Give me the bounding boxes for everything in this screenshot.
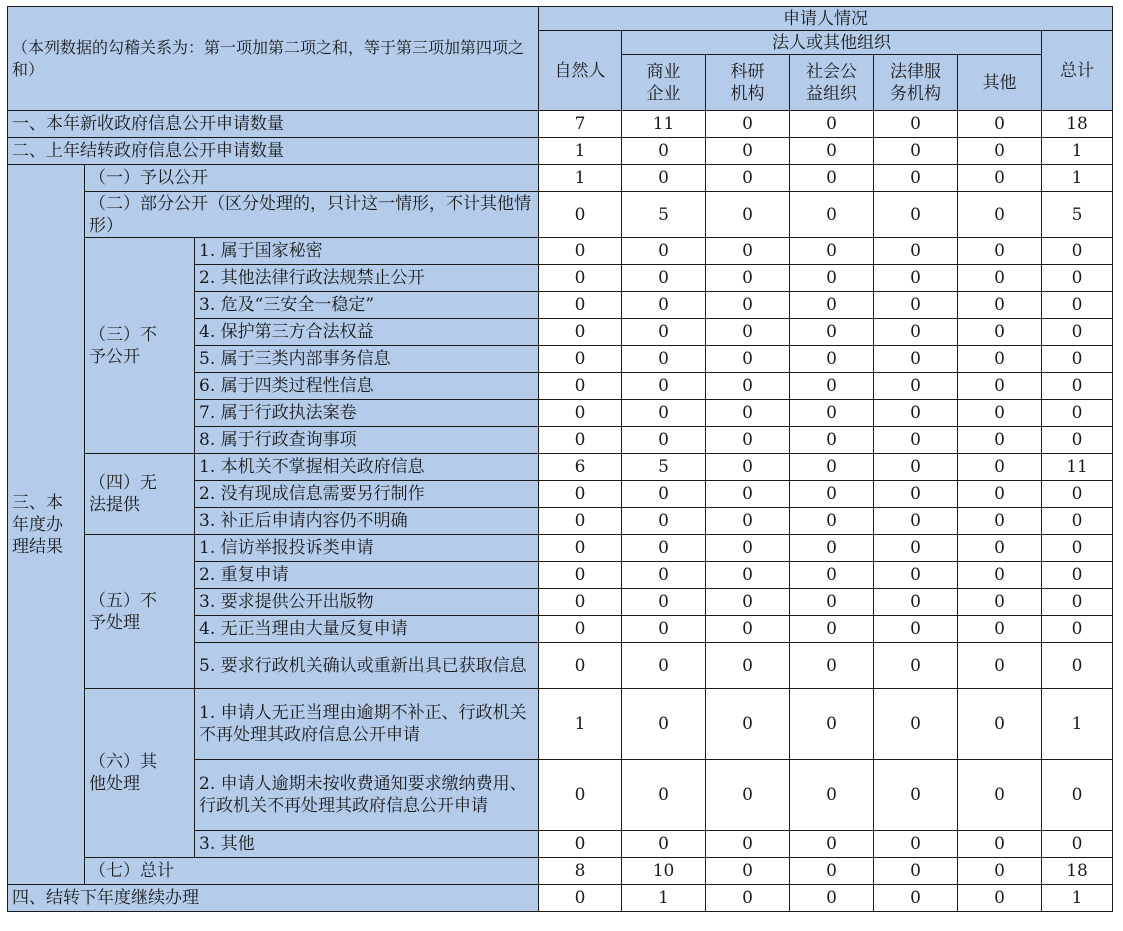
item-label: 3. 要求提供公开出版物: [195, 589, 539, 616]
value-commercial: 0: [622, 616, 706, 643]
col-header-legal-service: 法律服 务机构: [874, 55, 958, 111]
value-natural-person: 1: [539, 138, 622, 165]
value-other: 0: [958, 111, 1042, 138]
value-public-welfare: 0: [790, 319, 874, 346]
value-other: 0: [958, 454, 1042, 481]
section-3-label: 三、本 年度办 理结果: [8, 165, 85, 885]
value-total: 0: [1042, 265, 1113, 292]
value-natural-person: 0: [539, 643, 622, 689]
value-total: 1: [1042, 689, 1113, 760]
value-natural-person: 0: [539, 373, 622, 400]
row-label: （二）部分公开（区分处理的，只计这一情形，不计其他情形）: [85, 192, 539, 238]
value-legal-service: 0: [874, 858, 958, 885]
value-commercial: 0: [622, 689, 706, 760]
value-legal-service: 0: [874, 689, 958, 760]
value-legal-service: 0: [874, 238, 958, 265]
statistics-table: [7, 6, 1113, 912]
col-header-other: 其他: [958, 55, 1042, 111]
value-public-welfare: 0: [790, 885, 874, 912]
value-other: 0: [958, 643, 1042, 689]
value-legal-service: 0: [874, 165, 958, 192]
value-other: 0: [958, 373, 1042, 400]
value-research: 0: [706, 238, 790, 265]
item-label: 7. 属于行政执法案卷: [195, 400, 539, 427]
item-label: 1. 属于国家秘密: [195, 238, 539, 265]
value-natural-person: 0: [539, 292, 622, 319]
value-legal-service: 0: [874, 138, 958, 165]
org-group-header: 法人或其他组织: [622, 31, 1042, 55]
value-natural-person: 0: [539, 885, 622, 912]
value-public-welfare: 0: [790, 760, 874, 831]
value-natural-person: 1: [539, 689, 622, 760]
value-total: 0: [1042, 373, 1113, 400]
value-total: 11: [1042, 454, 1113, 481]
value-commercial: 0: [622, 535, 706, 562]
value-natural-person: 0: [539, 508, 622, 535]
value-other: 0: [958, 427, 1042, 454]
value-natural-person: 0: [539, 831, 622, 858]
item-label: 4. 保护第三方合法权益: [195, 319, 539, 346]
item-label: 1. 本机关不掌握相关政府信息: [195, 454, 539, 481]
value-research: 0: [706, 192, 790, 238]
value-research: 0: [706, 562, 790, 589]
value-natural-person: 0: [539, 400, 622, 427]
value-natural-person: 0: [539, 535, 622, 562]
value-commercial: 0: [622, 508, 706, 535]
value-public-welfare: 0: [790, 346, 874, 373]
value-legal-service: 0: [874, 535, 958, 562]
value-public-welfare: 0: [790, 165, 874, 192]
value-total: 1: [1042, 138, 1113, 165]
row-carried-over: [8, 138, 1113, 165]
value-commercial: 0: [622, 400, 706, 427]
value-commercial: 1: [622, 885, 706, 912]
value-other: 0: [958, 346, 1042, 373]
value-commercial: 0: [622, 643, 706, 689]
value-total: 0: [1042, 427, 1113, 454]
value-natural-person: 0: [539, 265, 622, 292]
value-other: 0: [958, 589, 1042, 616]
value-legal-service: 0: [874, 831, 958, 858]
value-commercial: 0: [622, 238, 706, 265]
value-legal-service: 0: [874, 885, 958, 912]
group-label: （三）不 予公开: [85, 238, 195, 454]
value-other: 0: [958, 238, 1042, 265]
value-legal-service: 0: [874, 373, 958, 400]
value-natural-person: 8: [539, 858, 622, 885]
value-total: 0: [1042, 643, 1113, 689]
value-public-welfare: 0: [790, 508, 874, 535]
value-legal-service: 0: [874, 319, 958, 346]
value-research: 0: [706, 454, 790, 481]
value-total: 18: [1042, 111, 1113, 138]
item-label: 1. 申请人无正当理由逾期不补正、行政机关不再处理其政府信息公开申请: [195, 689, 539, 760]
row-new-applications: [8, 111, 1113, 138]
value-public-welfare: 0: [790, 562, 874, 589]
item-label: 2. 其他法律行政法规禁止公开: [195, 265, 539, 292]
value-other: 0: [958, 165, 1042, 192]
value-other: 0: [958, 760, 1042, 831]
value-legal-service: 0: [874, 400, 958, 427]
value-natural-person: 0: [539, 238, 622, 265]
value-other: 0: [958, 508, 1042, 535]
row-label: 四、结转下年度继续办理: [8, 885, 539, 912]
value-commercial: 0: [622, 589, 706, 616]
value-other: 0: [958, 265, 1042, 292]
value-research: 0: [706, 111, 790, 138]
value-research: 0: [706, 885, 790, 912]
value-commercial: 0: [622, 760, 706, 831]
value-other: 0: [958, 400, 1042, 427]
col-header-natural-person: 自然人: [539, 31, 622, 111]
value-research: 0: [706, 346, 790, 373]
value-commercial: 0: [622, 831, 706, 858]
value-natural-person: 0: [539, 427, 622, 454]
item-label: 5. 要求行政机关确认或重新出具已获取信息: [195, 643, 539, 689]
value-commercial: 0: [622, 138, 706, 165]
value-public-welfare: 0: [790, 858, 874, 885]
col-header-commercial: 商业 企业: [622, 55, 706, 111]
value-legal-service: 0: [874, 616, 958, 643]
value-other: 0: [958, 689, 1042, 760]
value-commercial: 0: [622, 562, 706, 589]
col-header-public-welfare: 社会公 益组织: [790, 55, 874, 111]
value-legal-service: 0: [874, 643, 958, 689]
item-label: 2. 重复申请: [195, 562, 539, 589]
value-public-welfare: 0: [790, 265, 874, 292]
value-public-welfare: 0: [790, 831, 874, 858]
value-research: 0: [706, 427, 790, 454]
value-natural-person: 7: [539, 111, 622, 138]
value-legal-service: 0: [874, 589, 958, 616]
value-other: 0: [958, 292, 1042, 319]
value-natural-person: 0: [539, 192, 622, 238]
row-r3_4-item: [8, 454, 1113, 481]
value-research: 0: [706, 292, 790, 319]
value-research: 0: [706, 616, 790, 643]
item-label: 4. 无正当理由大量反复申请: [195, 616, 539, 643]
item-label: 2. 没有现成信息需要另行制作: [195, 481, 539, 508]
value-total: 0: [1042, 346, 1113, 373]
item-label: 3. 危及“三安全一稳定”: [195, 292, 539, 319]
value-other: 0: [958, 562, 1042, 589]
row-r3_3-item: [8, 238, 1113, 265]
row-r3_6-item: [8, 689, 1113, 760]
value-legal-service: 0: [874, 508, 958, 535]
value-public-welfare: 0: [790, 589, 874, 616]
value-natural-person: 0: [539, 319, 622, 346]
value-public-welfare: 0: [790, 535, 874, 562]
item-label: 2. 申请人逾期未按收费通知要求缴纳费用、行政机关不再处理其政府信息公开申请: [195, 760, 539, 831]
value-other: 0: [958, 535, 1042, 562]
value-public-welfare: 0: [790, 138, 874, 165]
value-public-welfare: 0: [790, 400, 874, 427]
value-total: 0: [1042, 831, 1113, 858]
value-research: 0: [706, 858, 790, 885]
value-legal-service: 0: [874, 292, 958, 319]
group-label: （六）其 他处理: [85, 689, 195, 858]
value-natural-person: 0: [539, 589, 622, 616]
item-label: 3. 补正后申请内容仍不明确: [195, 508, 539, 535]
value-commercial: 0: [622, 427, 706, 454]
value-commercial: 0: [622, 373, 706, 400]
item-label: 5. 属于三类内部事务信息: [195, 346, 539, 373]
value-legal-service: 0: [874, 454, 958, 481]
value-natural-person: 0: [539, 346, 622, 373]
row-r3_5-item: [8, 535, 1113, 562]
value-public-welfare: 0: [790, 643, 874, 689]
value-total: 0: [1042, 238, 1113, 265]
value-total: 1: [1042, 885, 1113, 912]
value-natural-person: 1: [539, 165, 622, 192]
value-natural-person: 0: [539, 481, 622, 508]
value-commercial: 0: [622, 481, 706, 508]
value-public-welfare: 0: [790, 454, 874, 481]
value-legal-service: 0: [874, 346, 958, 373]
value-research: 0: [706, 481, 790, 508]
value-total: 0: [1042, 535, 1113, 562]
value-legal-service: 0: [874, 481, 958, 508]
value-research: 0: [706, 400, 790, 427]
value-total: 0: [1042, 292, 1113, 319]
value-other: 0: [958, 858, 1042, 885]
value-total: 0: [1042, 319, 1113, 346]
row-label: （七）总计: [85, 858, 539, 885]
value-commercial: 5: [622, 454, 706, 481]
value-other: 0: [958, 831, 1042, 858]
value-other: 0: [958, 319, 1042, 346]
col-header-research: 科研 机构: [706, 55, 790, 111]
value-research: 0: [706, 373, 790, 400]
value-public-welfare: 0: [790, 689, 874, 760]
value-total: 0: [1042, 481, 1113, 508]
value-commercial: 0: [622, 319, 706, 346]
value-research: 0: [706, 319, 790, 346]
value-commercial: 5: [622, 192, 706, 238]
value-total: 0: [1042, 562, 1113, 589]
value-natural-person: 0: [539, 562, 622, 589]
value-public-welfare: 0: [790, 111, 874, 138]
row-disclosed: [8, 165, 1113, 192]
value-total: 0: [1042, 589, 1113, 616]
value-legal-service: 0: [874, 427, 958, 454]
value-total: 0: [1042, 508, 1113, 535]
value-other: 0: [958, 138, 1042, 165]
value-total: 1: [1042, 165, 1113, 192]
value-public-welfare: 0: [790, 481, 874, 508]
value-public-welfare: 0: [790, 238, 874, 265]
value-commercial: 0: [622, 265, 706, 292]
value-total: 0: [1042, 616, 1113, 643]
value-public-welfare: 0: [790, 427, 874, 454]
value-research: 0: [706, 689, 790, 760]
value-research: 0: [706, 535, 790, 562]
value-total: 0: [1042, 400, 1113, 427]
value-commercial: 10: [622, 858, 706, 885]
group-label: （四）无 法提供: [85, 454, 195, 535]
value-legal-service: 0: [874, 760, 958, 831]
value-natural-person: 6: [539, 454, 622, 481]
value-research: 0: [706, 760, 790, 831]
value-other: 0: [958, 481, 1042, 508]
value-total: 0: [1042, 760, 1113, 831]
value-public-welfare: 0: [790, 373, 874, 400]
value-commercial: 0: [622, 346, 706, 373]
applicant-group-header: 申请人情况: [539, 7, 1113, 31]
row-label: 二、上年结转政府信息公开申请数量: [8, 138, 539, 165]
value-natural-person: 0: [539, 760, 622, 831]
row-label: （一）予以公开: [85, 165, 539, 192]
item-label: 8. 属于行政查询事项: [195, 427, 539, 454]
value-legal-service: 0: [874, 562, 958, 589]
value-other: 0: [958, 616, 1042, 643]
value-research: 0: [706, 643, 790, 689]
value-legal-service: 0: [874, 111, 958, 138]
value-research: 0: [706, 265, 790, 292]
value-other: 0: [958, 885, 1042, 912]
col-header-total: 总计: [1042, 31, 1113, 111]
value-research: 0: [706, 831, 790, 858]
value-public-welfare: 0: [790, 292, 874, 319]
item-label: 6. 属于四类过程性信息: [195, 373, 539, 400]
value-research: 0: [706, 508, 790, 535]
value-total: 18: [1042, 858, 1113, 885]
value-legal-service: 0: [874, 265, 958, 292]
value-public-welfare: 0: [790, 616, 874, 643]
value-research: 0: [706, 165, 790, 192]
value-total: 5: [1042, 192, 1113, 238]
value-natural-person: 0: [539, 616, 622, 643]
row-section-total: [8, 858, 1113, 885]
row-label: 一、本年新收政府信息公开申请数量: [8, 111, 539, 138]
header-note: （本列数据的勾稽关系为：第一项加第二项之和，等于第三项加第四项之和）: [8, 7, 539, 111]
group-label: （五）不 予处理: [85, 535, 195, 689]
value-commercial: 0: [622, 292, 706, 319]
value-legal-service: 0: [874, 192, 958, 238]
row-partially-disclosed: [8, 192, 1113, 238]
item-label: 3. 其他: [195, 831, 539, 858]
value-research: 0: [706, 138, 790, 165]
value-commercial: 11: [622, 111, 706, 138]
row-carry-forward: [8, 885, 1113, 912]
value-other: 0: [958, 192, 1042, 238]
value-research: 0: [706, 589, 790, 616]
value-commercial: 0: [622, 165, 706, 192]
item-label: 1. 信访举报投诉类申请: [195, 535, 539, 562]
header-row-1: [8, 7, 1113, 31]
value-public-welfare: 0: [790, 192, 874, 238]
